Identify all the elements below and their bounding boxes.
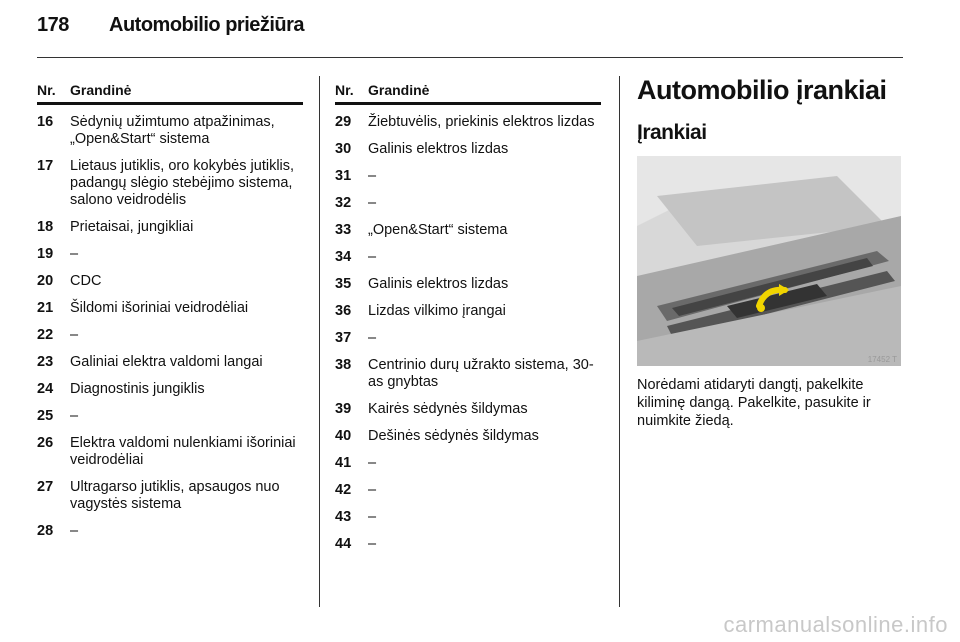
table-row [37,273,303,290]
circuit-description: – [368,536,377,552]
circuit-description: Lizdas vilkimo įrangai [368,303,506,319]
fuse-number: 39 [335,401,352,417]
table-row [335,482,601,499]
tools-section [637,74,905,430]
circuit-description: Diagnostinis jungiklis [70,381,205,397]
column-header-circuit: Grandinė [368,82,430,98]
circuit-description: – [368,168,377,184]
fuse-number: 22 [37,327,54,343]
page-number: 178 [37,14,69,36]
table-row [335,509,601,526]
table-row [335,330,601,347]
table-row [37,327,303,344]
circuit-description: Šildomi išoriniai veidrodėliai [70,300,249,316]
fuse-number: 35 [335,276,352,292]
fuse-number: 28 [37,523,54,539]
circuit-description: „Open&Start“ sistema [368,222,508,238]
table-row [335,276,601,293]
fuse-number: 29 [335,114,352,130]
header-divider [37,57,903,58]
circuit-description: – [368,455,377,471]
table-row [335,168,601,185]
table-row [335,195,601,212]
column-header-nr: Nr. [335,82,354,98]
circuit-description: – [70,327,79,343]
circuit-description: Galinis elektros lizdas [368,276,509,292]
fuse-number: 33 [335,222,352,238]
section-subheading: Įrankiai [637,121,707,144]
fuse-number: 34 [335,249,352,265]
circuit-description: Galinis elektros lizdas [368,141,509,157]
table-row [37,479,303,513]
fuse-table-left [37,82,303,540]
instruction-text: Norėdami atidaryti dangtį, pakelkite kiliminę dangą. Pakelkite, pasukite ir nuimkite žiedą. [637,377,871,429]
table-row [335,303,601,320]
fuse-number: 31 [335,168,352,184]
fuse-number: 21 [37,300,54,316]
table-row [37,523,303,540]
table-header [37,82,303,105]
circuit-description: Centrinio durų užrakto sistema, 30-as gnybtas [368,357,594,390]
fuse-number: 37 [335,330,352,346]
fuse-number: 41 [335,455,352,471]
table-row [335,249,601,266]
table-row [37,114,303,148]
fuse-number: 18 [37,219,54,235]
circuit-description: Galiniai elektra valdomi langai [70,354,263,370]
table-row [37,408,303,425]
circuit-description: – [368,195,377,211]
fuse-table-right [335,82,601,553]
fuse-number: 44 [335,536,352,552]
fuse-number: 27 [37,479,54,495]
circuit-description: Elektra valdomi nulenkiami išoriniai veidrodėliai [70,435,296,468]
fuse-number: 23 [37,354,54,370]
table-header [335,82,601,105]
fuse-number: 36 [335,303,352,319]
fuse-number: 43 [335,509,352,525]
fuse-number: 30 [335,141,352,157]
watermark: carmanualsonline.info [723,612,948,637]
circuit-description: Žiebtuvėlis, priekinis elektros lizdas [368,114,595,130]
fuse-number: 26 [37,435,54,451]
table-row [37,435,303,469]
column-header-nr: Nr. [37,82,56,98]
fuse-number: 42 [335,482,352,498]
table-row [335,401,601,418]
table-row [335,357,601,391]
fuse-number: 25 [37,408,54,424]
column-divider [619,76,620,607]
circuit-description: Sėdynių užimtumo atpažinimas, „Open&Start“ sistema [70,114,275,147]
circuit-description: – [70,408,79,424]
table-row [335,536,601,553]
table-row [335,455,601,472]
fuse-number: 40 [335,428,352,444]
table-row [335,428,601,445]
table-row [335,114,601,131]
fuse-number: 38 [335,357,352,373]
circuit-description: – [368,509,377,525]
column-header-circuit: Grandinė [70,82,132,98]
fuse-number: 24 [37,381,54,397]
circuit-description: Lietaus jutiklis, oro kokybės jutiklis, padangų slėgio stebėjimo sistema, salono veidrodėlis [70,158,295,208]
page-header [37,14,900,37]
table-row [37,219,303,236]
circuit-description: – [70,523,79,539]
table-row [37,246,303,263]
column-divider [319,76,320,607]
circuit-description: CDC [70,273,102,289]
circuit-description: Kairės sėdynės šildymas [368,401,528,417]
trunk-tools-photo [637,156,901,366]
table-row [37,300,303,317]
table-row [37,354,303,371]
circuit-description: Prietaisai, jungikliai [70,219,194,235]
fuse-number: 19 [37,246,54,262]
circuit-description: – [368,482,377,498]
fuse-number: 16 [37,114,54,130]
circuit-description: Ultragarso jutiklis, apsaugos nuo vagystės sistema [70,479,280,512]
circuit-description: Dešinės sėdynės šildymas [368,428,539,444]
page-title: Automobilio priežiūra [109,14,305,36]
circuit-description: – [368,330,377,346]
image-reference-code: 17452 T [867,355,897,364]
circuit-description: – [70,246,79,262]
circuit-description: – [368,249,377,265]
table-row [37,381,303,398]
fuse-number: 32 [335,195,352,211]
table-row [37,158,303,209]
table-row [335,222,601,239]
table-row [335,141,601,158]
fuse-number: 20 [37,273,54,289]
section-heading: Automobilio įrankiai [637,75,887,105]
fuse-number: 17 [37,158,54,174]
